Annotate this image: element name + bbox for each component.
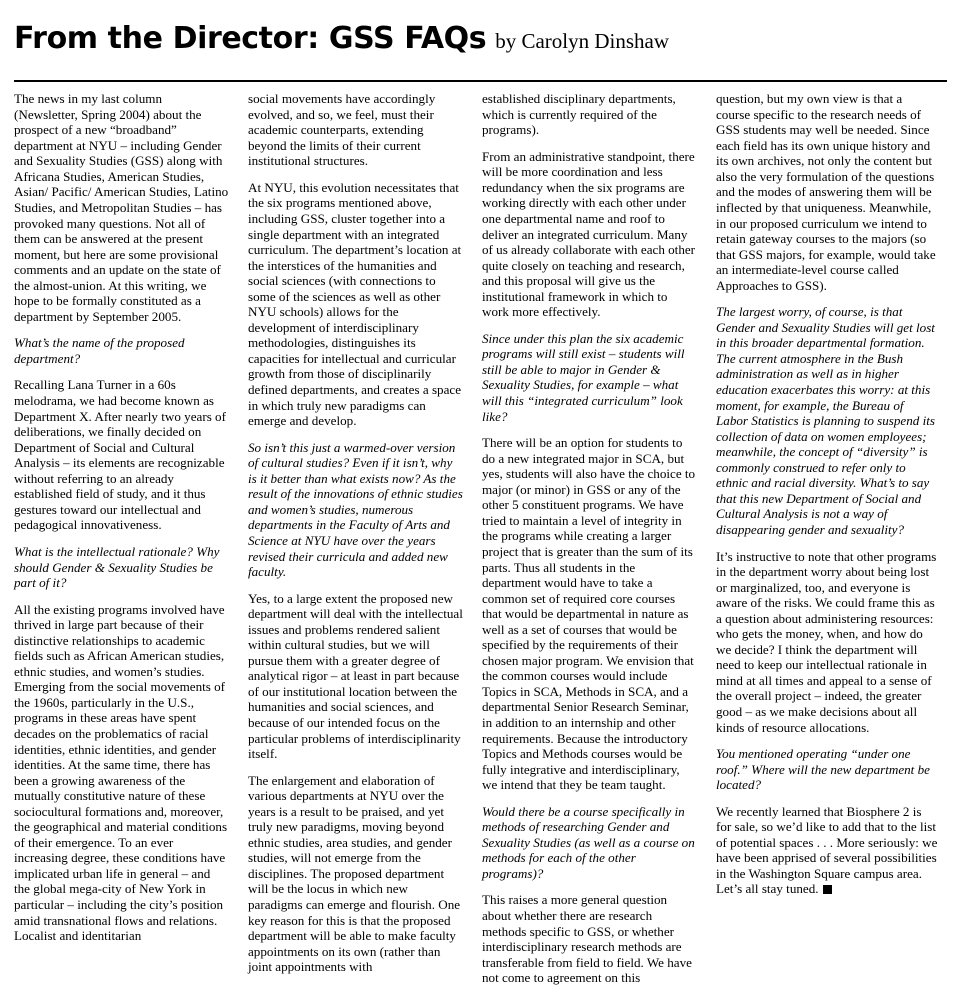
byline: by Carolyn Dinshaw: [495, 29, 670, 54]
article-paragraph: This raises a more general question about whether there are research methods specific to GSS, or whether interdisciplinary research methods are transferable from field to field. We have not come to agreement on this: [482, 892, 692, 986]
masthead-divider: [14, 80, 947, 82]
article-paragraph: The news in my last column (Newsletter, Spring 2004) about the prospect of a new “broadband” department at NYU – including Gender and Sexuality Studies (GSS) along with Africana Studies, American Studies, Asian/ Pacific/ American Studies, Latino Studies, and Metropolitan Studies – has provoked many questions. Not all of them can be answered at the present moment, but here are some provisional comments and an update on the state of the almost-union. At this writing, we hope to be formally constituted as a department by September 2005.: [14, 91, 229, 324]
article-columns: [14, 91, 947, 986]
article-paragraph: question, but my own view is that a course specific to the research needs of GSS students may well be needed. Since each field has its own unique history and its own archives, not only the content but also the very formulation of the questions and the modes of answering them will be inflected by that uniqueness. Meanwhile, in our proposed curriculum we intend to retain gateway courses to the majors (so that GSS majors, for example, would take an intermediate-level course called Approaches to GSS).: [716, 91, 936, 293]
article-paragraph: established disciplinary departments, which is currently required of the programs).: [482, 91, 676, 138]
article-paragraph: From an administrative standpoint, there will be more coordination and less redundancy when the six programs are working directly with each other under one departmental name and roof to deliver an integrated curriculum. Many of us already collaborate with each other quite closely on teaching and research, and this proposal will give us the institutional framework in which to work more effectively.: [482, 148, 696, 320]
page-title: From the Director: GSS FAQs: [14, 21, 487, 57]
faq-question: What is the intellectual rationale? Why should Gender & Sexuality Studies be part of it?: [14, 543, 220, 591]
faq-question: You mentioned operating “under one roof.” Where will the new department be located?: [716, 746, 930, 793]
article-paragraph: It’s instructive to note that other programs in the department worry about being lost or marginalized, too, and everyone is aware of the risks. We could frame this as a question about administering resources: who gets the money, when, and how do we decide? I think the department will need to keep our intellectual rationale in mind at all times and appeal to a sense of the overall project – indeed, the greater good – as we make decisions about all kinds of resource allocations.: [716, 548, 937, 735]
faq-question: So isn’t this just a warmed-over version of cultural studies? Even if it isn’t, why is it better than what exists now? As the result of the innovations of ethnic studies and women’s studies, numerous departments in the Faculty of Arts and Science at NYU have over the years revised their curricula and added new faculty.: [248, 439, 463, 580]
faq-question: Since under this plan the six academic programs will still exist – students will still be able to major in Gender & Sexuality Studies, for example – what will this “integrated curriculum” look like?: [482, 330, 685, 424]
column-4: [716, 91, 938, 897]
masthead: [14, 0, 947, 74]
faq-question: What’s the name of the proposed department?: [14, 335, 185, 366]
column-3: [482, 91, 697, 986]
article-paragraph: All the existing programs involved have thrived in large part because of their distinctive relationships to academic fields such as African American studies, ethnic studies, and women’s studies. Emerging from the social movements of the 1960s, particularly in the U.S., programs in these areas have spent decades on the problematics of racial identities, ethnic identities, and gender identities. At the same time, there has been a growing awareness of the mutually constitutive nature of these sociocultural formations and, moreover, the geographical and material conditions of their emergence. To an ever increasing degree, these conditions have implicated urban life in general – and the global mega-city of New York in particular – including the city’s position amid transnational flows and relations. Localist and identitarian: [14, 601, 228, 944]
article-paragraph: Recalling Lana Turner in a 60s melodrama, we had become known as Department X. After nearly two years of deliberations, we finally decided on Department of Social and Cultural Analysis – its elements are recognizable without referring to an already established field of study, and it thus gestures toward our intellectual and pedagogical innovativeness.: [14, 377, 226, 533]
article-paragraph: At NYU, this evolution necessitates that the six programs mentioned above, including GSS, cluster together into a single department with an integrated curriculum. The department’s location at the interstices of the humanities and social sciences (with connections to some of the sciences as well as other NYU schools) allows for the development of interdisciplinary methodologies, distinguishes its capacities for intellectual and curricular growth from those of disciplinarily defined departments, and creates a space in which truly new paradigms can emerge and develop.: [248, 179, 462, 429]
faq-question: Would there be a course specifically in methods of researching Gender and Sexuality Studies (as well as a course on methods for each of the other programs)?: [482, 803, 695, 881]
faq-question: The largest worry, of course, is that Gender and Sexuality Studies will get lost in this broader departmental formation. The current atmosphere in the Bush administration as well as in higher education exacerbates this worry: at this moment, for example, the Bureau of Labor Statistics is planning to suspend its collection of data on women employees; meanwhile, the concept of “diversity” is commonly construed to refer only to ethnic and racial diversity. What’s to say that this new Department of Social and Cultural Analysis is not a way of disappearing gender and sexuality?: [716, 304, 935, 537]
end-of-article-marker: [823, 885, 832, 894]
article-paragraph: social movements have accordingly evolved, and so, we feel, must their academic counterparts, extending beyond the limits of their current institutional structures.: [248, 91, 436, 169]
article-paragraph: There will be an option for students to do a new integrated major in SCA, but yes, students will also have the choice to major (or minor) in GSS or any of the other 5 constituent programs. We have tried to maintain a level of integrity in the programs while creating a larger project that is greater than the sum of its parts. Thus all students in the department would have to take a common set of required core courses that would be departmental in nature as well as a set of courses that would be specified by the requirements of their chosen major program. We envision that the common courses would include Topics in SCA, Methods in SCA, and a departmental Senior Research Seminar, in addition to an internship and other requirements. Because the introductory Topics and Methods courses would be fully integrative and interdisciplinary, we intend that they be team taught.: [482, 435, 696, 793]
column-2: [248, 91, 463, 975]
column-1: [14, 91, 229, 943]
article-paragraph: We recently learned that Biosphere 2 is for sale, so we’d like to add that to the list of potential spaces . . . More seriously: we have been apprised of several possibilities in the Washington Square campus area. Let’s all stay tuned.: [716, 803, 938, 897]
article-paragraph: Yes, to a large extent the proposed new department will deal with the intellectual issues and problems rendered salient within cultural studies, but we will pursue them with a greater degree of analytical rigor – at least in part because of our institutional location between the humanities and social sciences, and because of our intended focus on the particular problems of interdisciplinarity itself.: [248, 590, 463, 762]
article-paragraph: The enlargement and elaboration of various departments at NYU over the years is a result to be praised, and yet truly new paradigms, moving beyond ethnic studies, area studies, and gender studies, will not emerge from the disciplines. The proposed department will be the locus in which new paradigms can emerge and flourish. One key reason for this is that the proposed department will be able to make faculty appointments on its own (rather than joint appointments with: [248, 772, 461, 975]
